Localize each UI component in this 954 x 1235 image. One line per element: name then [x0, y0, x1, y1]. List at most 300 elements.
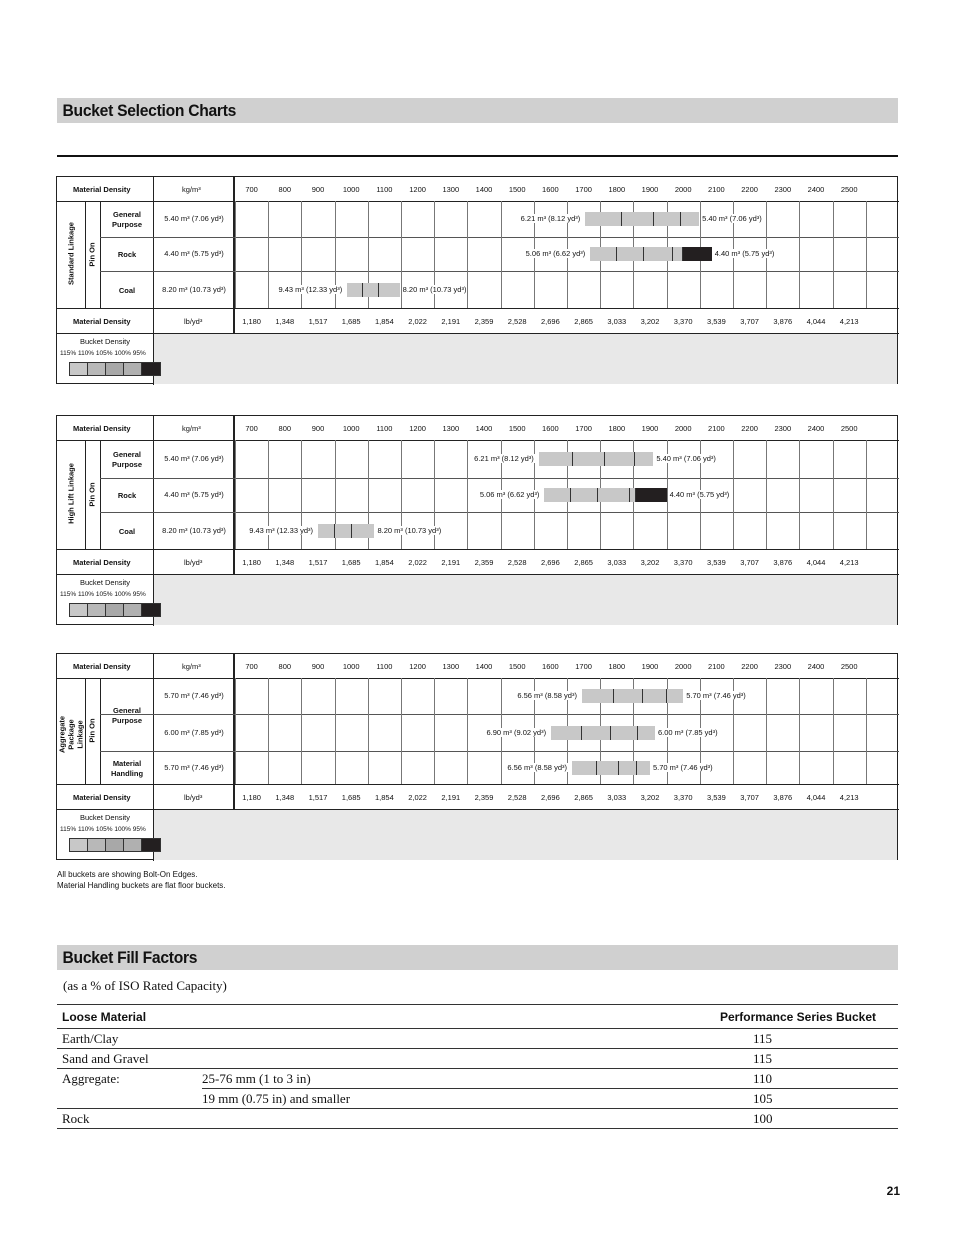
lb-tick-label: 3,033: [607, 793, 627, 802]
legend-swatch: [88, 363, 106, 375]
kg-tick-label: 1200: [409, 185, 426, 194]
kg-tick-label: 1800: [608, 424, 626, 433]
lb-tick-label: 3,370: [673, 793, 693, 802]
density-range-bar: [539, 452, 654, 466]
lb-unit: lb/yd³: [184, 558, 203, 567]
fill-value-cell: 115: [698, 1049, 898, 1069]
lb-tick-label: 2,022: [408, 793, 427, 802]
density-range-bar: [590, 247, 712, 261]
grid-line: [467, 201, 468, 308]
range-low-label: 6.56 m³ (8.58 yd³): [517, 691, 577, 700]
kg-unit: kg/m³: [182, 662, 201, 671]
kg-tick-label: 1100: [376, 662, 393, 671]
legend-area: [154, 334, 897, 384]
row-divider: [100, 751, 899, 752]
lb-tick-label: 4,213: [839, 793, 859, 802]
lb-tick-label: 2,022: [408, 317, 427, 326]
lb-tick-label: 3,707: [740, 558, 759, 567]
kg-tick-label: 2200: [741, 424, 758, 433]
range-low-label: 9.43 m³ (12.33 yd³): [249, 525, 313, 535]
kg-tick-label: 1700: [575, 185, 592, 194]
legend-swatch: [88, 604, 106, 616]
grid-line: [766, 678, 767, 784]
bar-segment: [582, 726, 611, 740]
lb-tick-label: 4,213: [839, 317, 859, 326]
kg-tick-label: 2300: [774, 424, 792, 433]
pin-on-label: Pin On: [87, 481, 97, 507]
lb-unit: lb/yd³: [184, 317, 203, 326]
legend-swatch: [70, 363, 88, 375]
legend-percentages: 115% 110% 105% 100% 95%: [60, 826, 146, 833]
bar-segment: [605, 452, 635, 466]
bucket-type-label: Rock: [117, 491, 137, 500]
bar-segment: [635, 452, 653, 466]
lb-tick-label: 2,865: [574, 558, 593, 567]
legend-swatch: [106, 604, 124, 616]
material-sub-cell: 19 mm (0.75 in) and smaller: [202, 1089, 698, 1109]
bar-segment: [638, 726, 655, 740]
legend-area: [154, 575, 897, 625]
lb-tick-label: 2,359: [474, 317, 494, 326]
kg-tick-label: 1900: [641, 185, 659, 194]
grid-line: [235, 678, 236, 784]
range-high-label: 8.20 m³ (10.73 yd³): [402, 284, 467, 294]
bar-segment: [681, 212, 699, 226]
lb-tick-label: 1,517: [308, 317, 328, 326]
grid-line: [866, 201, 867, 308]
kg-tick-label: 1800: [608, 662, 626, 671]
lb-tick-label: 3,876: [773, 558, 793, 567]
grid-line: [766, 440, 767, 549]
lb-tick-label: 2,865: [574, 793, 593, 802]
range-high-label: 8.20 m³ (10.73 yd³): [377, 525, 442, 535]
range-low-label: 5.06 m³ (6.62 yd³): [479, 490, 540, 499]
bucket-size-label: 5.70 m³ (7.46 yd³): [164, 762, 224, 772]
bar-segment: [636, 488, 667, 502]
lb-tick-label: 2,191: [441, 793, 461, 802]
table-row: [57, 1109, 898, 1129]
material-cell: Rock: [57, 1109, 202, 1129]
grid-line: [335, 678, 336, 784]
bucket-size-label: 8.20 m³ (10.73 yd³): [162, 525, 226, 535]
legend-percentages: 115% 110% 105% 100% 95%: [60, 591, 146, 598]
lb-tick-label: 2,696: [541, 558, 560, 567]
lb-tick-label: 4,213: [839, 558, 859, 567]
range-high-label: 4.40 m³ (5.75 yd³): [669, 490, 730, 499]
row-divider: [100, 271, 899, 272]
fill-value-cell: 105: [698, 1089, 898, 1109]
kg-tick-label: 900: [311, 662, 325, 671]
grid-line: [833, 201, 834, 308]
grid-line: [434, 678, 435, 784]
grid-line: [467, 678, 468, 784]
lb-tick-label: 2,359: [474, 793, 494, 802]
table-row: [57, 1089, 898, 1109]
material-cell: Earth/Clay: [57, 1029, 202, 1049]
bar-segment: [673, 247, 683, 261]
bar-segment: [590, 247, 617, 261]
grid-line: [301, 678, 302, 784]
bucket-size-label: 5.40 m³ (7.06 yd³): [164, 454, 224, 463]
legend-swatch: [70, 604, 88, 616]
kg-tick-label: 1600: [542, 424, 559, 433]
material-sub-cell: [202, 1109, 698, 1129]
legend-swatch: [142, 839, 160, 851]
legend-swatch: [88, 839, 106, 851]
lb-tick-label: 1,685: [341, 317, 361, 326]
kg-tick-label: 1000: [342, 662, 360, 671]
bucket-size-label: 5.40 m³ (7.06 yd³): [164, 214, 224, 223]
density-range-bar: [582, 689, 683, 703]
bucket-chart: [56, 653, 898, 860]
kg-tick-label: 900: [311, 185, 325, 194]
legend-swatch: [124, 839, 142, 851]
bucket-size-label: 6.00 m³ (7.85 yd³): [164, 727, 224, 737]
grid-line: [268, 678, 269, 784]
kg-tick-label: 2400: [807, 185, 825, 194]
kg-tick-label: 1500: [508, 424, 526, 433]
range-low-label: 9.43 m³ (12.33 yd³): [278, 284, 343, 294]
lb-tick-label: 2,696: [541, 793, 560, 802]
lb-tick-label: 3,202: [640, 558, 660, 567]
col-divider: [85, 440, 86, 549]
kg-tick-label: 2100: [708, 662, 725, 671]
lb-tick-label: 2,696: [541, 317, 560, 326]
range-low-label: 6.56 m³ (8.58 yd³): [507, 762, 567, 772]
bucket-type-label: General Purpose: [111, 705, 142, 725]
note-bolt-on: All buckets are showing Bolt-On Edges.: [57, 870, 198, 879]
kg-tick-label: 1200: [409, 424, 426, 433]
lb-tick-label: 4,044: [806, 558, 826, 567]
material-density-label: Material Density: [73, 558, 131, 567]
range-high-label: 4.40 m³ (5.75 yd³): [714, 249, 775, 258]
lb-tick-label: 3,033: [607, 558, 627, 567]
lb-tick-label: 3,707: [740, 793, 759, 802]
lb-tick-label: 1,517: [308, 793, 328, 802]
grid-line: [467, 440, 468, 549]
grid-line: [733, 440, 734, 549]
table-row: [57, 1049, 898, 1069]
row-divider: [57, 440, 899, 441]
lb-tick-label: 3,876: [773, 317, 793, 326]
material-sub-cell: 25-76 mm (1 to 3 in): [202, 1069, 698, 1089]
lb-tick-label: 3,202: [640, 317, 660, 326]
bar-segment: [539, 452, 573, 466]
row-divider: [57, 549, 899, 550]
grid-line: [833, 440, 834, 549]
kg-tick-label: 1600: [542, 185, 559, 194]
kg-tick-label: 2100: [708, 185, 725, 194]
lb-tick-label: 3,876: [773, 793, 793, 802]
col-divider: [85, 678, 86, 784]
kg-tick-label: 2200: [741, 662, 758, 671]
kg-tick-label: 1700: [575, 662, 592, 671]
density-range-bar: [551, 726, 655, 740]
bar-segment: [598, 488, 630, 502]
kg-tick-label: 1900: [641, 424, 659, 433]
bar-segment: [573, 452, 605, 466]
bar-segment: [363, 283, 379, 297]
bar-segment: [347, 283, 363, 297]
lb-tick-label: 2,865: [574, 317, 593, 326]
kg-tick-label: 1100: [376, 185, 393, 194]
bucket-size-label: 8.20 m³ (10.73 yd³): [162, 284, 226, 294]
kg-tick-label: 1700: [575, 424, 592, 433]
bucket-size-label: 4.40 m³ (5.75 yd³): [164, 490, 224, 499]
lb-tick-label: 1,685: [341, 558, 361, 567]
bucket-chart: [56, 415, 898, 625]
divider: [57, 155, 898, 157]
lb-tick-label: 1,685: [341, 793, 361, 802]
legend-swatch: [106, 363, 124, 375]
bucket-size-label: 5.70 m³ (7.46 yd³): [164, 691, 224, 700]
fill-subtitle: (as a % of ISO Rated Capacity): [63, 978, 227, 993]
fill-value-cell: 115: [698, 1029, 898, 1049]
table-row: [57, 1069, 898, 1089]
bucket-density-label: Bucket Density: [79, 813, 131, 822]
lb-tick-label: 1,348: [275, 793, 295, 802]
material-sub-cell: [202, 1029, 698, 1049]
bar-segment: [619, 761, 638, 775]
kg-tick-label: 1300: [442, 662, 460, 671]
kg-tick-label: 1400: [475, 662, 493, 671]
bar-segment: [643, 689, 667, 703]
bucket-type-label: Coal: [118, 285, 136, 295]
bar-segment: [611, 726, 638, 740]
section-title: Bucket Fill Factors: [62, 948, 198, 967]
lb-tick-label: 2,528: [507, 317, 527, 326]
kg-tick-label: 2500: [840, 185, 858, 194]
lb-tick-label: 3,539: [707, 317, 726, 326]
bucket-type-label: General Purpose: [111, 450, 142, 469]
range-high-label: 5.70 m³ (7.46 yd³): [653, 762, 713, 772]
kg-tick-label: 800: [278, 662, 292, 671]
bucket-density-label: Bucket Density: [79, 337, 131, 346]
bar-segment: [637, 761, 649, 775]
kg-tick-label: 2300: [774, 662, 792, 671]
kg-tick-label: 2200: [741, 185, 758, 194]
bar-segment: [683, 247, 712, 261]
grid-line: [799, 678, 800, 784]
lb-tick-label: 1,180: [242, 558, 261, 567]
kg-tick-label: 1000: [342, 424, 360, 433]
fill-value-cell: 110: [698, 1069, 898, 1089]
kg-tick-label: 1300: [442, 185, 460, 194]
lb-tick-label: 2,191: [441, 558, 461, 567]
density-range-bar: [585, 212, 699, 226]
row-divider: [100, 714, 899, 715]
fill-factor-table: [57, 1004, 898, 1129]
lb-tick-label: 3,539: [707, 558, 726, 567]
lb-tick-label: 2,022: [408, 558, 427, 567]
grid-line: [268, 201, 269, 308]
bar-segment: [352, 524, 375, 538]
kg-tick-label: 2300: [774, 185, 792, 194]
lb-tick-label: 1,348: [275, 558, 295, 567]
range-low-label: 6.90 m³ (9.02 yd³): [486, 727, 547, 737]
material-density-label: Material Density: [73, 317, 131, 326]
linkage-label: Standard Linkage: [66, 221, 76, 285]
lb-tick-label: 1,180: [242, 317, 261, 326]
section-title: Bucket Selection Charts: [62, 101, 237, 120]
range-high-label: 5.40 m³ (7.06 yd³): [656, 454, 716, 463]
grid-line: [368, 678, 369, 784]
bar-segment: [379, 283, 400, 297]
grid-line: [799, 201, 800, 308]
kg-tick-label: 700: [245, 185, 258, 194]
material-density-label: Material Density: [73, 185, 131, 194]
row-divider: [57, 308, 899, 309]
row-divider: [100, 512, 899, 513]
section-header-fill: [57, 945, 898, 970]
lb-tick-label: 3,539: [707, 793, 726, 802]
kg-tick-label: 2500: [840, 424, 858, 433]
material-cell: Sand and Gravel: [57, 1049, 202, 1069]
range-high-label: 5.40 m³ (7.06 yd³): [702, 214, 762, 223]
lb-tick-label: 3,370: [673, 317, 693, 326]
density-range-bar: [572, 761, 650, 775]
lb-tick-label: 2,191: [441, 317, 461, 326]
lb-tick-label: 2,528: [507, 558, 527, 567]
section-header-selection: [57, 98, 898, 123]
bar-segment: [644, 247, 673, 261]
lb-tick-label: 2,528: [507, 793, 527, 802]
bar-segment: [654, 212, 681, 226]
kg-tick-label: 1000: [342, 185, 360, 194]
legend-swatch: [142, 363, 160, 375]
kg-tick-label: 800: [278, 185, 292, 194]
row-divider: [100, 237, 899, 238]
row-divider: [57, 201, 899, 202]
bar-segment: [622, 212, 654, 226]
range-high-label: 6.00 m³ (7.85 yd³): [657, 727, 718, 737]
kg-tick-label: 1500: [508, 185, 526, 194]
grid-line: [235, 440, 236, 549]
grid-line: [501, 201, 502, 308]
grid-line: [799, 440, 800, 549]
kg-tick-label: 700: [245, 662, 258, 671]
row-divider: [57, 784, 899, 785]
kg-unit: kg/m³: [182, 185, 201, 194]
bucket-type-label: Rock: [117, 250, 137, 259]
kg-tick-label: 2100: [708, 424, 725, 433]
kg-tick-label: 1100: [376, 424, 393, 433]
bar-segment: [318, 524, 335, 538]
lb-tick-label: 2,359: [474, 558, 494, 567]
linkage-label: Aggregate Package Linkage: [57, 715, 85, 754]
kg-tick-label: 900: [311, 424, 325, 433]
legend-area: [154, 810, 897, 860]
legend-percentages: 115% 110% 105% 100% 95%: [60, 350, 146, 357]
table-row: [57, 1029, 898, 1049]
grid-line: [235, 201, 236, 308]
bar-segment: [551, 726, 582, 740]
col-divider: [85, 201, 86, 308]
kg-tick-label: 2000: [674, 424, 692, 433]
legend-bar: [69, 362, 161, 376]
bar-segment: [597, 761, 619, 775]
kg-tick-label: 1600: [542, 662, 559, 671]
legend-swatch: [124, 363, 142, 375]
material-density-label: Material Density: [73, 424, 131, 433]
lb-tick-label: 4,044: [806, 317, 826, 326]
lb-tick-label: 4,044: [806, 793, 826, 802]
range-low-label: 6.21 m³ (8.12 yd³): [520, 214, 581, 223]
kg-tick-label: 800: [278, 424, 292, 433]
kg-tick-label: 700: [245, 424, 258, 433]
header-performance: Performance Series Bucket: [698, 1005, 898, 1029]
bucket-density-label: Bucket Density: [79, 578, 131, 587]
kg-tick-label: 1300: [442, 424, 460, 433]
kg-tick-label: 1400: [475, 424, 493, 433]
lb-tick-label: 3,370: [673, 558, 693, 567]
lb-tick-label: 3,707: [740, 317, 759, 326]
grid-line: [833, 678, 834, 784]
lb-tick-label: 1,854: [375, 558, 394, 567]
bar-segment: [585, 212, 621, 226]
bucket-chart: [56, 176, 898, 384]
lb-tick-label: 1,854: [375, 793, 394, 802]
lb-tick-label: 1,517: [308, 558, 328, 567]
kg-tick-label: 2000: [674, 662, 692, 671]
row-divider: [57, 678, 899, 679]
grid-line: [866, 678, 867, 784]
bar-segment: [571, 488, 598, 502]
lb-tick-label: 3,033: [607, 317, 627, 326]
legend-swatch: [142, 604, 160, 616]
bar-segment: [617, 247, 644, 261]
bar-segment: [544, 488, 571, 502]
bar-segment: [614, 689, 642, 703]
pin-on-label: Pin On: [87, 241, 97, 267]
row-divider: [100, 478, 899, 479]
grid-line: [401, 678, 402, 784]
bar-segment: [572, 761, 597, 775]
range-low-label: 6.21 m³ (8.12 yd³): [474, 454, 534, 463]
density-range-bar: [347, 283, 399, 297]
density-range-bar: [318, 524, 374, 538]
legend-swatch: [70, 839, 88, 851]
lb-tick-label: 1,348: [275, 317, 295, 326]
bar-segment: [335, 524, 352, 538]
material-cell: [57, 1089, 202, 1109]
bucket-type-label: Material Handling: [110, 758, 144, 778]
material-cell: Aggregate:: [62, 1070, 120, 1086]
pin-on-label: Pin On: [87, 718, 97, 743]
material-density-label: Material Density: [73, 793, 131, 802]
bucket-size-label: 4.40 m³ (5.75 yd³): [164, 249, 224, 258]
lb-tick-label: 3,202: [640, 793, 660, 802]
kg-tick-label: 1200: [409, 662, 426, 671]
kg-tick-label: 2500: [840, 662, 858, 671]
kg-unit: kg/m³: [182, 424, 201, 433]
kg-tick-label: 2400: [807, 662, 825, 671]
legend-swatch: [124, 604, 142, 616]
density-range-bar: [544, 488, 666, 502]
grid-line: [866, 440, 867, 549]
kg-tick-label: 1900: [641, 662, 659, 671]
lb-tick-label: 1,180: [242, 793, 261, 802]
lb-unit: lb/yd³: [184, 793, 203, 802]
fill-value-cell: 100: [698, 1109, 898, 1129]
legend-bar: [69, 603, 161, 617]
legend-swatch: [106, 839, 124, 851]
kg-tick-label: 1500: [508, 662, 526, 671]
page-number: 21: [886, 1184, 900, 1198]
kg-tick-label: 1800: [608, 185, 626, 194]
bar-segment: [667, 689, 683, 703]
kg-tick-label: 2400: [807, 424, 825, 433]
